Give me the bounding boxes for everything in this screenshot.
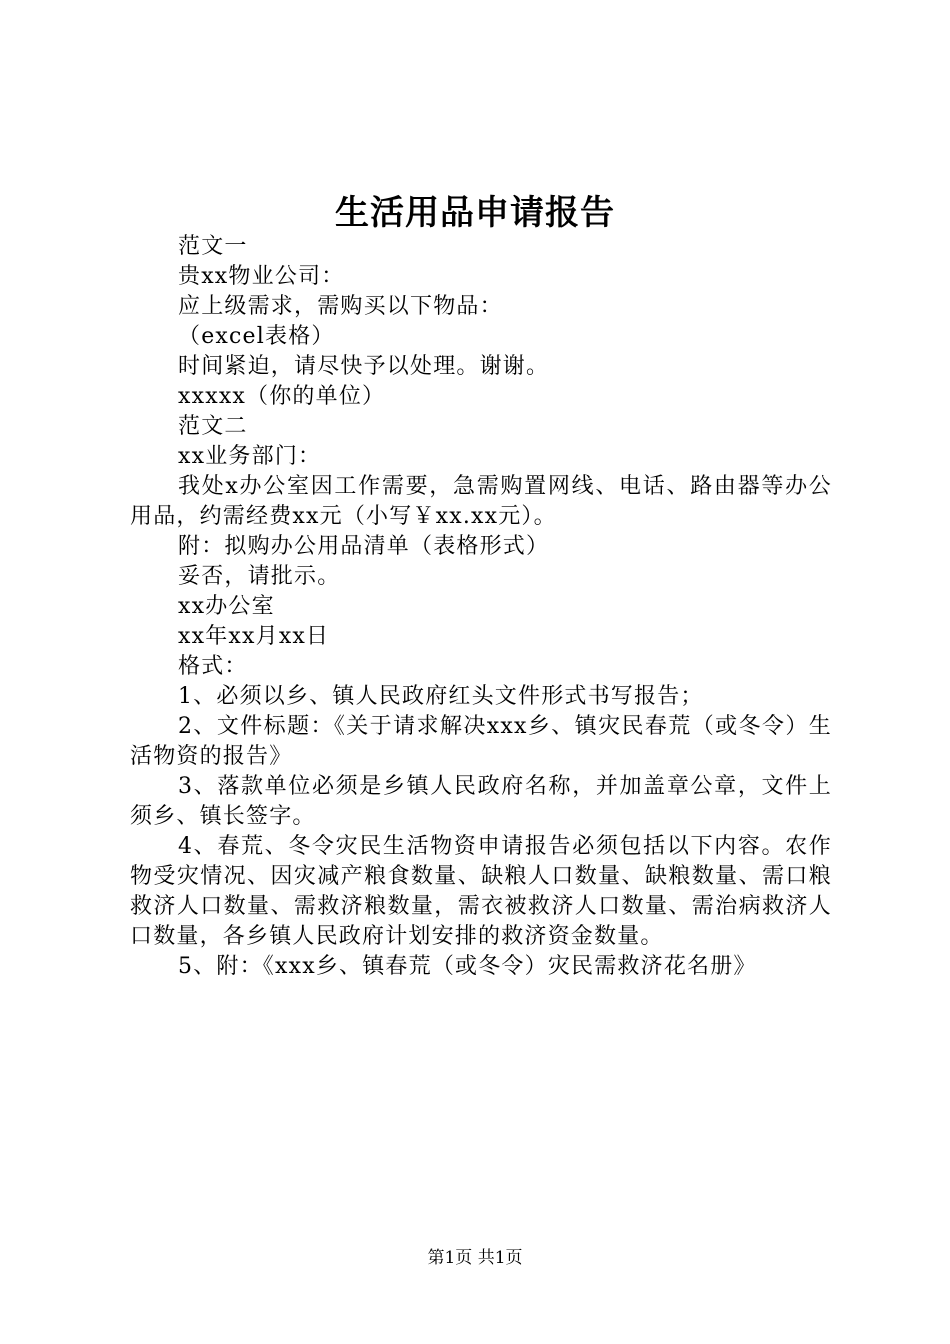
format-item-2: 2、文件标题：《关于请求解决xxx乡、镇灾民春荒（或冬令）生活物资的报告》	[130, 714, 832, 769]
signature-line: xxxxx（你的单位）	[178, 384, 386, 409]
heading-sample-one: 范文一	[178, 234, 248, 259]
document-title: 生活用品申请报告	[335, 193, 615, 233]
heading-sample-two: 范文二	[178, 414, 248, 439]
body-paragraph: 我处x办公室因工作需要，急需购置网线、电话、路由器等办公用品，约需经费xx元（小写￥xx.xx元）。	[130, 474, 832, 529]
body-line: 附：拟购办公用品清单（表格形式）	[178, 534, 550, 559]
format-heading: 格式：	[178, 654, 248, 679]
document-body	[130, 232, 832, 982]
salutation-line: 贵xx物业公司：	[178, 264, 345, 289]
format-item-3: 3、落款单位必须是乡镇人民政府名称，并加盖章公章，文件上须乡、镇长签字。	[130, 774, 832, 829]
format-item-5: 5、附：《xxx乡、镇春荒（或冬令）灾民需救济花名册》	[178, 954, 757, 979]
salutation-line: xx业务部门：	[178, 444, 322, 469]
date-line: xx年xx月xx日	[178, 624, 330, 649]
body-line: 应上级需求，需购买以下物品：	[178, 294, 503, 319]
format-item-4: 4、春荒、冬令灾民生活物资申请报告必须包括以下内容。农作物受灾情况、因灾减产粮食数量、缺粮人口数量、缺粮数量、需口粮救济人口数量、需救济粮数量，需衣被救济人口数量、需治病救济人口数量，各乡镇人民政府计划安排的救济资金数量。	[130, 834, 832, 949]
format-item-1: 1、必须以乡、镇人民政府红头文件形式书写报告；	[178, 684, 704, 709]
body-line: （excel表格）	[178, 324, 335, 349]
signature-line: xx办公室	[178, 594, 275, 619]
body-line: 时间紧迫，请尽快予以处理。谢谢。	[178, 354, 550, 379]
body-line: 妥否，请批示。	[178, 564, 341, 589]
page-footer: 第1页 共1页	[427, 1248, 523, 1268]
